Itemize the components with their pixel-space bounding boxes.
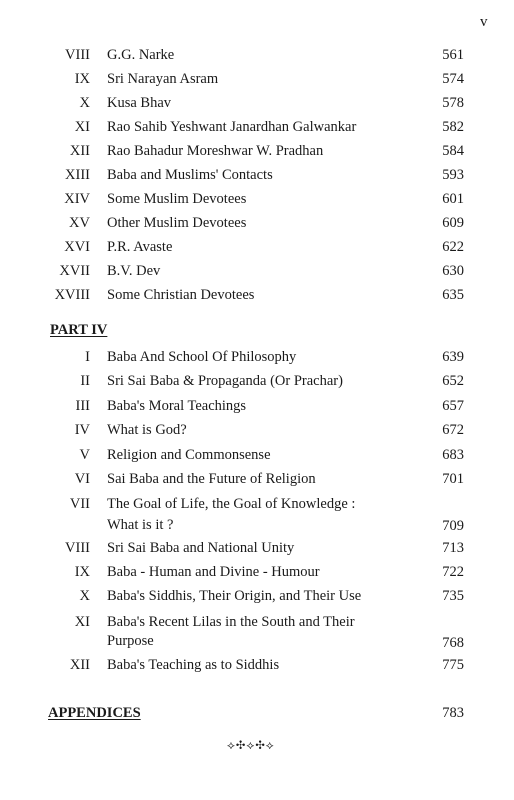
chapter-number: IX [74,564,90,580]
chapter-title: Other Muslim Devotees [107,215,247,231]
title-line: Baba's Recent Lilas in the South and Their [107,614,355,630]
decorative-ornament: ⟡✣⟡✣⟡ [227,738,275,752]
title-line: Baba's Siddhis, Their Origin, and Their Use [107,588,362,604]
chapter-title [107,587,407,605]
toc-row [0,470,514,490]
chapter-number: XIV [64,191,90,207]
chapter-page: 582 [442,119,464,135]
toc-row [0,262,514,282]
toc-row [0,563,514,583]
chapter-title [107,539,407,557]
chapter-page: 630 [442,263,464,279]
title-line: Religion and Commonsense [107,447,271,463]
chapter-page: 635 [442,287,464,303]
chapter-title: Some Muslim Devotees [107,191,247,207]
chapter-title [107,372,407,390]
chapter-number: XI [74,119,90,135]
title-line: What is God? [107,422,187,438]
chapter-page: 713 [442,540,464,556]
title-line-2: What is it ? [107,517,174,533]
chapter-number: IX [74,71,90,87]
chapter-number: XII [69,143,90,159]
chapter-number: III [75,398,90,414]
chapter-number: I [85,349,90,365]
chapter-page: 584 [442,143,464,159]
chapter-number: XII [69,657,90,673]
appendices-heading: APPENDICES [48,705,141,721]
toc-row [0,214,514,234]
chapter-page: 701 [442,471,464,487]
chapter-title: Kusa Bhav [107,95,172,111]
chapter-title [107,563,407,581]
chapter-number: X [79,588,90,604]
chapter-title: Rao Sahib Yeshwant Janardhan Galwankar [107,119,357,135]
chapter-number: X [79,95,90,111]
chapter-title: Rao Bahadur Moreshwar W. Pradhan [107,143,324,159]
title-line: Sri Sai Baba & Propaganda (Or Prachar) [107,373,343,389]
chapter-title [107,446,407,464]
chapter-page: 561 [442,47,464,63]
toc-row [0,166,514,186]
title-line: Sai Baba and the Future of Religion [107,471,316,487]
chapter-page: 775 [442,657,464,673]
chapter-title: Sri Narayan Asram [107,71,219,87]
chapter-page: 652 [442,373,464,389]
chapter-page: 601 [442,191,464,207]
chapter-title: G.G. Narke [107,47,175,63]
chapter-number: XV [69,215,90,231]
chapter-title: P.R. Avaste [107,239,173,255]
toc-row [0,656,514,676]
appendices-page: 783 [442,705,464,721]
chapter-number: VIII [65,47,90,63]
toc-row [0,495,514,534]
toc-row [0,372,514,392]
chapter-number: XVIII [54,287,90,303]
chapter-page: 593 [442,167,464,183]
toc-row [0,94,514,114]
chapter-title [107,470,407,488]
chapter-number: IV [74,422,90,438]
toc-row [0,421,514,441]
chapter-number: XIII [65,167,90,183]
chapter-number: V [79,447,90,463]
toc-row [0,539,514,559]
chapter-page: 657 [442,398,464,414]
chapter-number: VII [69,496,90,512]
chapter-title [107,613,407,650]
chapter-page: 683 [442,447,464,463]
toc-row [0,118,514,138]
title-line: Baba - Human and Divine - Humour [107,564,320,580]
chapter-page: 722 [442,564,464,580]
chapter-title: Some Christian Devotees [107,287,255,303]
title-line: Baba And School Of Philosophy [107,349,297,365]
toc-row [0,613,514,651]
page-number: v [480,14,488,30]
title-line: Sri Sai Baba and National Unity [107,540,295,556]
toc-row [0,46,514,66]
chapter-number: VIII [65,540,90,556]
chapter-page: 672 [442,422,464,438]
chapter-page: 639 [442,349,464,365]
part-heading: PART IV [50,322,108,338]
toc-row [0,142,514,162]
chapter-page: 578 [442,95,464,111]
chapter-page: 609 [442,215,464,231]
chapter-number: XI [74,614,90,630]
chapter-title [107,348,407,366]
toc-row [0,190,514,210]
chapter-title: B.V. Dev [107,263,161,279]
chapter-number: II [80,373,90,389]
chapter-title [107,397,407,415]
chapter-number: XVI [64,239,90,255]
toc-row [0,397,514,417]
title-line: Baba's Moral Teachings [107,398,247,414]
title-line: Baba's Teaching as to Siddhis [107,657,280,673]
toc-row [0,286,514,306]
chapter-page: 574 [442,71,464,87]
chapter-title [107,421,407,439]
title-line-2: Purpose [107,633,154,649]
chapter-title [107,495,407,534]
chapter-title: Baba and Muslims' Contacts [107,167,273,183]
toc-row [0,238,514,258]
toc-row [0,446,514,466]
toc-row [0,70,514,90]
toc-row [0,587,514,607]
chapter-title [107,656,407,674]
chapter-page: 622 [442,239,464,255]
chapter-number: VI [74,471,90,487]
toc-row [0,348,514,368]
chapter-page: 735 [442,588,464,604]
chapter-page: 709 [442,518,464,534]
chapter-number: XVII [59,263,90,279]
chapter-page: 768 [442,635,464,651]
title-line: The Goal of Life, the Goal of Knowledge : [107,496,356,512]
